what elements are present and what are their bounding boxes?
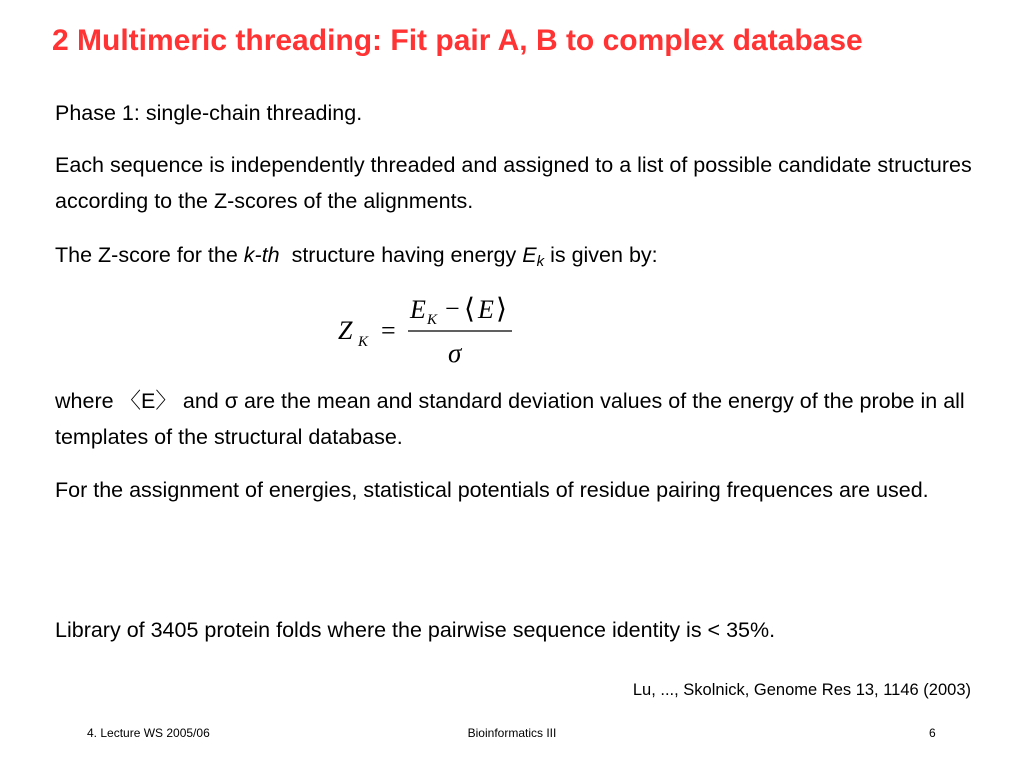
sequence-paragraph: Each sequence is independently threaded and assigned to a list of possible candidate structures according to the Z-scores of the alignments. (55, 153, 972, 213)
formula-sigma: σ (448, 338, 462, 368)
zscore-intro-part3: is given by: (544, 243, 658, 267)
formula-numerator-e: E (410, 295, 426, 324)
footer-course: Bioinformatics III (467, 726, 557, 740)
energy-symbol: E (522, 243, 537, 267)
formula-langle: ⟨ (464, 292, 475, 325)
formula-z: Z (338, 316, 353, 345)
footer-page-number: 6 (929, 726, 936, 740)
where-part1: where (55, 389, 120, 413)
kth-term: k-th (243, 243, 280, 267)
where-part3: are the mean and standard deviation values of the energy of the probe in all templates of the structural database. (55, 389, 965, 449)
formula-rangle: ⟩ (496, 292, 507, 325)
formula-numerator-subscript: K (427, 312, 438, 328)
where-paragraph (55, 383, 995, 455)
formula-minus: − (445, 294, 460, 323)
where-part2: and (176, 389, 225, 413)
citation: Lu, ..., Skolnick, Genome Res 13, 1146 (2003) (632, 681, 971, 699)
zscore-formula (336, 288, 516, 370)
phase-text: Phase 1: single-chain threading. (55, 101, 363, 125)
zscore-intro (55, 237, 995, 280)
footer-lecture: 4. Lecture WS 2005/06 (87, 726, 210, 740)
energy-subscript: k (536, 253, 545, 270)
library-paragraph: Library of 3405 protein folds where the pairwise sequence identity is < 35%. (55, 618, 776, 642)
slide-title: 2 Multimeric threading: Fit pair A, B to complex database (52, 24, 863, 57)
formula-equals: = (381, 316, 396, 345)
formula-mean-e: E (478, 295, 494, 324)
zscore-intro-part2: structure having energy (279, 243, 523, 267)
formula-z-subscript: K (358, 334, 369, 350)
assignment-paragraph: For the assignment of energies, statistical potentials of residue pairing frequences are used. (55, 478, 929, 502)
zscore-intro-part1: The Z-score for the (55, 243, 244, 267)
mean-energy-symbol: 〈E〉 (119, 389, 177, 413)
sigma-symbol: σ (224, 389, 238, 413)
